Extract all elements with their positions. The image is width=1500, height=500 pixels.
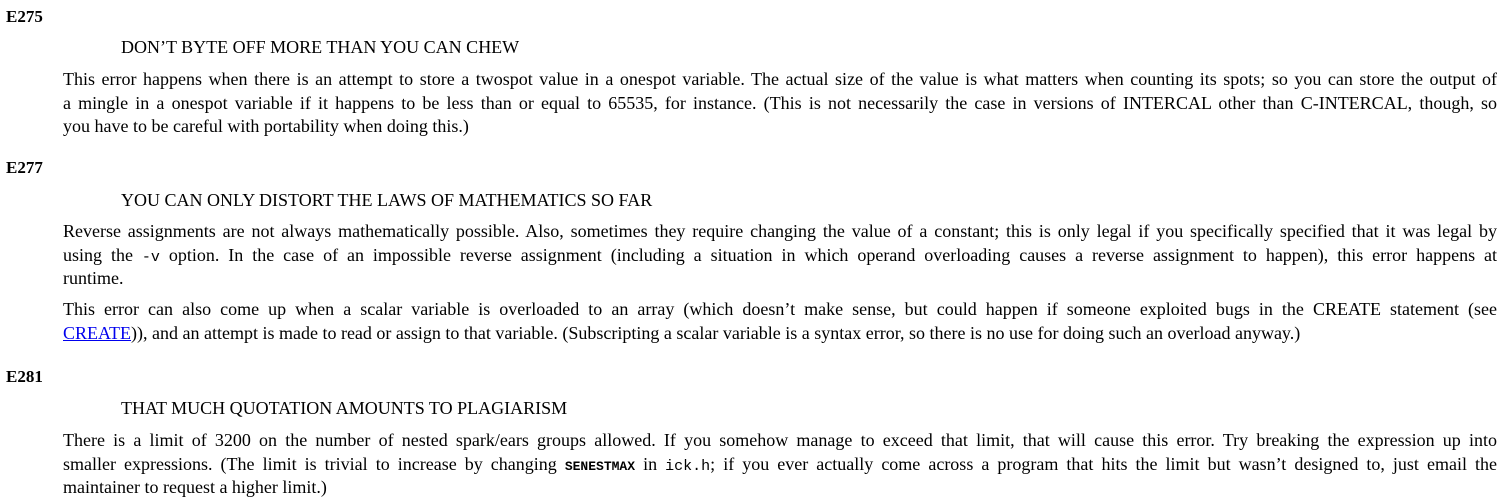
description-line: There is a limit of 3200 on the number of nested spark/ears groups allowed. If you somehow manage to exceed that limit, that will cause this error. Try breaking the expression up into xyxy=(63,430,1497,450)
error-message-e281: THAT MUCH QUOTATION AMOUNTS TO PLAGIARISM xyxy=(121,398,568,418)
error-code-e281: E281 xyxy=(6,367,43,386)
text-fragment: )), and an attempt is made to read or assign to that variable. (Subscripting a scalar variable is a syntax error, so there is no use for doing such an overload anyway.) xyxy=(131,322,1301,343)
description-line xyxy=(63,244,1497,268)
constant-senestmax: SENESTMAX xyxy=(564,458,636,474)
error-description-e277 xyxy=(63,220,1497,291)
description-line: Reverse assignments are not always mathematically possible. Also, sometimes they require changing the value of a constant; this is only legal if you specifically specified that it was legal by xyxy=(63,221,1497,241)
error-message-e275: DON’T BYTE OFF MORE THAN YOU CAN CHEW xyxy=(121,37,520,57)
description-line xyxy=(63,453,1497,477)
create-link[interactable]: CREATE xyxy=(63,322,132,343)
description-line: This error happens when there is an attempt to store a twospot value in a onespot variable. The actual size of the value is what matters when counting its spots; so you can store the output of xyxy=(63,69,1497,89)
description-line: This error can also come up when a scalar variable is overloaded to an array (which doesn’t make sense, but could happen if someone exploited bugs in the CREATE statement (see xyxy=(63,299,1497,319)
text-fragment: using the xyxy=(63,244,142,265)
filename-ick-h: ick.h xyxy=(665,457,711,475)
text-fragment: option. In the case of an impossible reverse assignment (including a situation in which operand overloading causes a reverse assignment to happen), this error happens at xyxy=(159,244,1497,265)
description-line xyxy=(63,322,1497,346)
error-code-e275: E275 xyxy=(6,7,43,26)
error-code-e277: E277 xyxy=(6,158,43,177)
error-description-e275 xyxy=(63,68,1497,139)
error-description-e277-extra xyxy=(63,298,1497,345)
error-message-e277: YOU CAN ONLY DISTORT THE LAWS OF MATHEMATICS SO FAR xyxy=(121,190,653,210)
description-line: you have to be careful with portability when doing this.) xyxy=(63,116,469,136)
option-code-v: -v xyxy=(141,248,160,266)
text-fragment: ; if you ever actually come across a program that hits the limit but wasn’t designed to, just email the xyxy=(710,453,1497,474)
description-line: runtime. xyxy=(63,268,124,288)
description-line: a mingle in a onespot variable if it happens to be less than or equal to 65535, for instance. (This is not necessarily the case in versions of INTERCAL other than C-INTERCAL, though, so xyxy=(63,92,1497,113)
error-description-e281 xyxy=(63,429,1497,500)
description-line: maintainer to request a higher limit.) xyxy=(63,477,327,497)
text-fragment: smaller expressions. (The limit is trivial to increase by changing xyxy=(63,453,565,474)
text-fragment: in xyxy=(635,453,666,474)
